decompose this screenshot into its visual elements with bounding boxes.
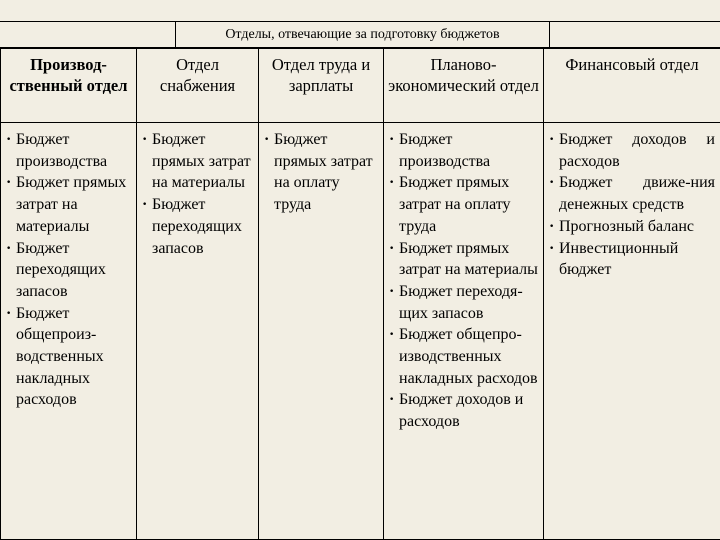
list-item: · Инвестиционный бюджет: [550, 238, 715, 281]
budget-list: [390, 129, 538, 433]
list-item: · Бюджет производства: [7, 129, 131, 172]
title-row: [0, 21, 720, 49]
header-finance: Финансовый отдел: [544, 48, 720, 123]
header-row: [1, 48, 720, 123]
budget-list: [7, 129, 131, 411]
header-labor: Отдел труда и зарплаты: [259, 48, 384, 123]
list-item: · Бюджет прямых затрат на материалы: [143, 129, 253, 194]
header-supply: Отдел снабжения: [137, 48, 259, 123]
list-item: · Прогнозный баланс: [550, 216, 715, 238]
list-item: · Бюджет прямых затрат на материалы: [390, 238, 538, 281]
list-item: · Бюджет переходящих запасов: [7, 238, 131, 303]
budget-list: [550, 129, 715, 281]
list-item: · Бюджет производства: [390, 129, 538, 172]
list-item: · Бюджет общепро-изводственных накладных расходов: [390, 324, 538, 389]
table-title: Отделы, отвечающие за подготовку бюджетов: [175, 22, 550, 48]
list-item: · Бюджет переходящих запасов: [143, 194, 253, 259]
header-planning: Планово-экономический отдел: [384, 48, 544, 123]
budget-list: [265, 129, 378, 216]
list-item: · Бюджет общепроиз-водственных накладных расходов: [7, 303, 131, 412]
list-item: · Бюджет переходя-щих запасов: [390, 281, 538, 324]
list-item: · Бюджет доходов и расходов: [390, 389, 538, 432]
list-item: · Бюджет движе-ния денежных средств: [550, 172, 715, 215]
header-production: Производ-ственный отдел: [1, 48, 137, 123]
cell-finance: [544, 123, 720, 540]
budget-list: [143, 129, 253, 259]
cell-labor: [259, 123, 384, 540]
list-item: · Бюджет прямых затрат на оплату труда: [265, 129, 378, 216]
budgets-row: [1, 123, 720, 540]
cell-supply: [137, 123, 259, 540]
cell-planning: [384, 123, 544, 540]
list-item: · Бюджет прямых затрат на оплату труда: [390, 172, 538, 237]
cell-production: [1, 123, 137, 540]
list-item: · Бюджет доходов и расходов: [550, 129, 715, 172]
list-item: · Бюджет прямых затрат на материалы: [7, 172, 131, 237]
departments-table: [0, 47, 720, 540]
